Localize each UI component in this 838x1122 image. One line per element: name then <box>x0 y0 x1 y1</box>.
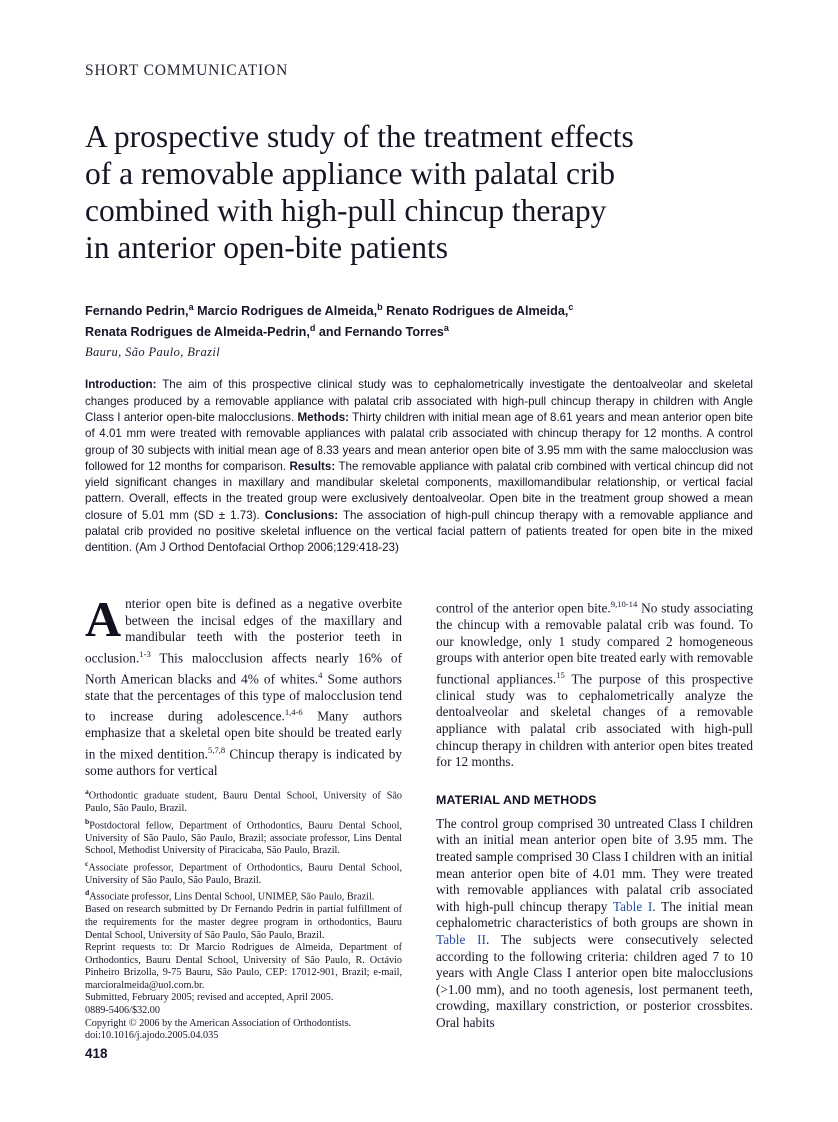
paragraph-text: . The initial mean cephalometric characteristics of both groups are shown in <box>436 898 754 931</box>
page-title <box>85 118 725 266</box>
affiliation-city: Bauru, São Paulo, Brazil <box>85 345 221 360</box>
paragraph-text: The control group comprised 30 untreated Class I children with an initial mean anterior open bite of 3.95 mm. The treated sample comprised 30 Class I children with an initial mean anterior open bite of 4.01 mm. They were treated with removable appliances with palatal crib associated with high-pull chincup therapy <box>436 815 753 914</box>
paragraph-text: The purpose of this prospective clinical study was to cephalometrically analyze the dentoalveolar and skeletal changes of a removable appliance with palatal crib associated with high-pull chincup therapy in children with anterior open bites treated for 12 months. <box>436 671 753 770</box>
left-column-paragraph-1 <box>85 591 402 780</box>
author-affil-marker: a <box>443 322 449 333</box>
page-number: 418 <box>85 1046 108 1061</box>
author-list <box>85 299 753 340</box>
title-line-2: of a removable appliance with palatal crib <box>85 156 616 191</box>
section-label: SHORT COMMUNICATION <box>85 62 289 79</box>
author-name: Renata Rodrigues de Almeida-Pedrin, <box>85 324 310 339</box>
title-line-4: in anterior open-bite patients <box>85 230 449 265</box>
abstract-results-text: The removable appliance with palatal crib combined with vertical chincup did not yield significant changes in maxillary and mandibular skeletal components, maxillomandibular relationship, or vertical facial pattern. Overall, effects in the treated group were exclusively dentoalveolar. Open bite in the treatment group showed a mean closure of 5.01 mm (SD ± 1.73). <box>85 459 753 522</box>
citation-ref[interactable]: 1,4-6 <box>284 707 303 718</box>
title-line-1: A prospective study of the treatment effects <box>85 119 634 154</box>
footnote-text: Associate professor, Lins Dental School, UNIMEP, São Paulo, Brazil. <box>89 891 375 903</box>
footnote-d <box>85 887 402 904</box>
citation-ref[interactable]: 5,7,8 <box>208 745 226 756</box>
paragraph-text: Chincup therapy is indicated by some authors for vertical <box>85 746 402 779</box>
article-header <box>85 0 753 557</box>
paragraph-text: nterior open bite is defined as a negative overbite between the incisal edges of the maxillary and mandibular teeth with the posterior teeth in occlusion. <box>85 596 402 666</box>
author-line-1 <box>85 299 753 320</box>
citation-ref[interactable]: 15 <box>556 669 565 680</box>
author-name: and Fernando Torres <box>315 324 444 339</box>
author-affil-marker: d <box>309 322 316 333</box>
abstract-conclusions-text: The association of high-pull chincup therapy with a removable appliance and palatal crib provided no positive skeletal influence on the vertical facial pattern of patients treated for open bite in the mixed dentition. (Am J Orthod Dentofacial Orthop 2006;129:418-23) <box>85 508 753 555</box>
paragraph-text: This malocclusion affects nearly 16% of North American blacks and 4% of whites. <box>85 650 402 687</box>
footnote-based-on-research: Based on research submitted by Dr Fernando Pedrin in partial fulfillment of the requirements for the master degree program in orthodontics, Bauru Dental School, University of São Paulo, São Paulo, Brazil. <box>85 904 402 941</box>
author-name: Renato Rodrigues de Almeida, <box>382 304 569 319</box>
footnotes-block <box>85 786 402 1043</box>
paragraph-text: Many authors emphasize that a skeletal open bite should be treated early in the mixed dentition. <box>85 708 402 762</box>
footnote-text: Associate professor, Department of Orthodontics, Bauru Dental School, University of São Paulo, São Paulo, Brazil. <box>85 862 402 886</box>
abstract-methods-text: Thirty children with initial mean age of 8.61 years and mean anterior open bite of 4.01 mm were treated with removable appliances with palatal crib associated with chincup therapy for 12 months. A control group of 30 subjects with initial mean age of 8.33 years and mean anterior open bite of 3.95 mm with the same malocclusion was followed for 12 months for comparison. <box>85 410 753 473</box>
author-name: Marcio Rodrigues de Almeida, <box>193 304 378 319</box>
abstract <box>85 377 753 556</box>
author-affil-marker: a <box>188 302 194 312</box>
footnote-marker: a <box>85 787 89 796</box>
footnote-text: Postdoctoral fellow, Department of Orthodontics, Bauru Dental School, University of São Paulo, São Paulo, Brazil; associate professor, Lins Dental School, Methodist University of Piracicaba, São Paulo, Brazil. <box>85 819 402 857</box>
citation-ref[interactable]: 9,10-14 <box>610 599 638 609</box>
footnote-c <box>85 858 402 888</box>
author-name: Fernando Pedrin, <box>85 304 189 319</box>
paragraph-text: No study associating the chincup with a removable palatal crib was found. To our knowledge, only 1 study compared 2 homogeneous groups with anterior open bite treated early with removable functional appliances. <box>436 600 754 687</box>
footnote-issn: 0889-5406/$32.00 <box>85 1005 160 1017</box>
footnote-marker: b <box>85 816 90 826</box>
citation-ref[interactable]: 1-3 <box>139 648 151 659</box>
right-column-paragraph-1 <box>436 596 753 771</box>
drop-cap: A <box>85 591 122 647</box>
paragraph-text: Some authors state that the percentages of this type of malocclusion tend to increase during adolescence. <box>85 671 402 724</box>
citation-ref[interactable]: 4 <box>318 669 323 680</box>
abstract-results-label: Results: <box>289 459 336 473</box>
table-1-link[interactable]: Table I <box>612 898 653 914</box>
heading-material-and-methods: MATERIAL AND METHODS <box>436 792 597 807</box>
abstract-introduction-text: The aim of this prospective clinical study was to cephalometrically investigate the dentoalveolar and skeletal changes produced by a removable appliance with palatal crib associated with high-pull chincup therapy in children with Angle Class I anterior open-bite malocclusions. <box>85 378 753 424</box>
footnote-doi: doi:10.1016/j.ajodo.2005.04.035 <box>85 1030 219 1042</box>
abstract-introduction-label: Introduction: <box>85 378 157 392</box>
abstract-conclusions-label: Conclusions: <box>264 508 339 522</box>
paragraph-text: control of the anterior open bite. <box>436 600 611 616</box>
paragraph-text: . The subjects were consecutively selected according to the following criteria: children aged 7 to 10 years with Angle Class I anterior open bite malocclusions (>1.00 mm), and no tooth agenesis, lost permanent teeth, crowding, maxillary constriction, or posterior crossbites. Oral habits <box>436 931 753 1030</box>
footnote-marker: c <box>85 858 89 868</box>
right-column <box>436 596 753 1032</box>
author-affil-marker: b <box>377 302 383 312</box>
table-2-link[interactable]: Table II <box>436 931 486 947</box>
footnote-b <box>85 816 402 858</box>
right-column-paragraph-2 <box>436 816 753 1032</box>
footnote-text: Orthodontic graduate student, Bauru Dental School, University of São Paulo, São Paulo, Brazil. <box>85 790 402 814</box>
title-line-3: combined with high-pull chincup therapy <box>85 193 607 228</box>
footnote-a <box>85 786 402 816</box>
footnote-submitted-dates: Submitted, February 2005; revised and accepted, April 2005. <box>85 992 334 1004</box>
author-affil-marker: c <box>568 302 574 312</box>
footnote-marker: d <box>85 888 90 898</box>
footnote-copyright: Copyright © 2006 by the American Association of Orthodontists. <box>85 1017 352 1029</box>
footnote-reprint-requests: Reprint requests to: Dr Marcio Rodrigues de Almeida, Department of Orthodontics, Bauru Dental School, University of São Paulo, R. Octávio Pinheiro Brizolla, 9-75 Bauru, São Paulo, CEP: 17012-901, Brazil; e-mail, marcioralmeida@uol.com.br. <box>85 942 402 991</box>
abstract-methods-label: Methods: <box>297 410 350 424</box>
author-line-2 <box>85 320 753 341</box>
